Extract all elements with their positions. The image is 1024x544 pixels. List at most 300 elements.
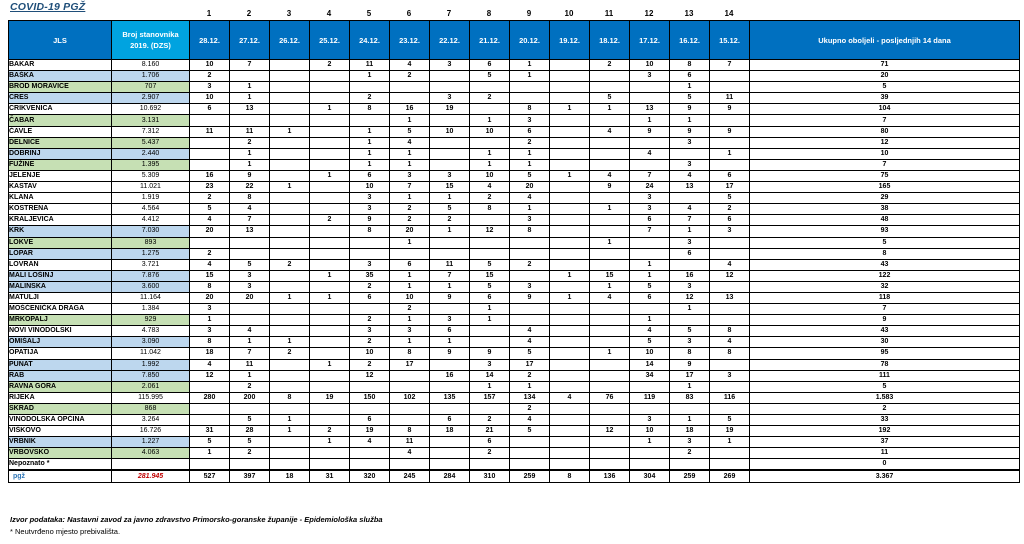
case-count-cell — [590, 403, 630, 414]
case-count-cell — [550, 226, 590, 237]
case-count-cell: 12 — [350, 370, 390, 381]
case-count-cell — [510, 93, 550, 104]
case-count-cell: 6 — [190, 104, 230, 115]
total-cell: 5 — [750, 82, 1020, 93]
case-count-cell — [590, 370, 630, 381]
population-cell: 3.600 — [112, 281, 190, 292]
case-count-cell: 2 — [350, 281, 390, 292]
population-cell: 4.783 — [112, 326, 190, 337]
case-count-cell — [470, 215, 510, 226]
case-count-cell — [710, 459, 750, 471]
jls-header: JLS — [9, 21, 112, 60]
case-count-cell: 3 — [190, 304, 230, 315]
case-count-cell — [510, 315, 550, 326]
case-count-cell: 1 — [470, 304, 510, 315]
daily-total-cell: 527 — [190, 470, 230, 482]
case-count-cell: 2 — [470, 448, 510, 459]
case-count-cell: 150 — [350, 392, 390, 403]
municipality-name: BAŠKA — [9, 71, 112, 82]
case-count-cell: 3 — [670, 137, 710, 148]
case-count-cell — [430, 403, 470, 414]
case-count-cell — [590, 381, 630, 392]
case-count-cell: 8 — [390, 348, 430, 359]
case-count-cell: 1 — [310, 170, 350, 181]
municipality-name: DOBRINJ — [9, 148, 112, 159]
case-count-cell: 1 — [630, 437, 670, 448]
population-cell: 707 — [112, 82, 190, 93]
column-number: 5 — [366, 9, 372, 18]
case-count-cell: 2 — [510, 137, 550, 148]
case-count-cell: 10 — [390, 292, 430, 303]
case-count-cell — [270, 248, 310, 259]
case-count-cell: 5 — [230, 437, 270, 448]
population-cell: 1.992 — [112, 359, 190, 370]
total-cell: 71 — [750, 60, 1020, 71]
date-header: 23.12. — [390, 21, 430, 60]
case-count-cell — [470, 137, 510, 148]
case-count-cell: 2 — [350, 337, 390, 348]
case-count-cell — [590, 82, 630, 93]
case-count-cell — [670, 259, 710, 270]
case-count-cell: 6 — [430, 326, 470, 337]
municipality-name: RIJEKA — [9, 392, 112, 403]
case-count-cell: 1 — [350, 148, 390, 159]
municipality-name: OMIŠALJ — [9, 337, 112, 348]
table-row — [9, 270, 1020, 281]
population-cell: 5.309 — [112, 170, 190, 181]
case-count-cell: 8 — [510, 226, 550, 237]
case-count-cell: 3 — [510, 215, 550, 226]
date-header: 16.12. — [670, 21, 710, 60]
total-cell: 78 — [750, 359, 1020, 370]
total-cell: 39 — [750, 93, 1020, 104]
case-count-cell — [310, 226, 350, 237]
case-count-cell: 1 — [550, 292, 590, 303]
case-count-cell: 1 — [670, 82, 710, 93]
case-count-cell: 16 — [430, 370, 470, 381]
case-count-cell: 1 — [390, 148, 430, 159]
case-count-cell: 16 — [390, 104, 430, 115]
case-count-cell: 1 — [230, 370, 270, 381]
case-count-cell: 7 — [630, 226, 670, 237]
case-count-cell: 21 — [470, 426, 510, 437]
case-count-cell: 3 — [710, 370, 750, 381]
case-count-cell — [590, 248, 630, 259]
case-count-cell — [710, 359, 750, 370]
case-count-cell — [310, 126, 350, 137]
case-count-cell — [590, 359, 630, 370]
table-row — [9, 381, 1020, 392]
case-count-cell: 10 — [630, 426, 670, 437]
case-count-cell — [230, 403, 270, 414]
case-count-cell — [270, 82, 310, 93]
case-count-cell: 5 — [590, 93, 630, 104]
municipality-name: KASTAV — [9, 182, 112, 193]
case-count-cell: 1 — [510, 159, 550, 170]
case-count-cell — [310, 370, 350, 381]
case-count-cell: 4 — [710, 259, 750, 270]
case-count-cell — [470, 82, 510, 93]
population-cell: 11.164 — [112, 292, 190, 303]
case-count-cell — [510, 437, 550, 448]
case-count-cell: 2 — [710, 204, 750, 215]
case-count-cell — [550, 82, 590, 93]
case-count-cell: 2 — [390, 304, 430, 315]
case-count-cell: 1 — [270, 292, 310, 303]
case-count-cell: 31 — [190, 426, 230, 437]
case-count-cell: 1 — [350, 159, 390, 170]
case-count-cell: 3 — [670, 437, 710, 448]
municipality-name: KLANA — [9, 193, 112, 204]
case-count-cell: 4 — [670, 204, 710, 215]
case-count-cell — [310, 304, 350, 315]
case-count-cell — [430, 437, 470, 448]
case-count-cell — [270, 93, 310, 104]
case-count-cell: 5 — [430, 204, 470, 215]
total-cell: 0 — [750, 459, 1020, 471]
case-count-cell — [630, 93, 670, 104]
case-count-cell: 1 — [550, 270, 590, 281]
case-count-cell — [590, 137, 630, 148]
case-count-cell — [550, 148, 590, 159]
case-count-cell — [710, 248, 750, 259]
case-count-cell: 3 — [190, 82, 230, 93]
case-count-cell: 17 — [670, 370, 710, 381]
total-cell: 1.583 — [750, 392, 1020, 403]
case-count-cell: 1 — [390, 337, 430, 348]
population-cell: 2.061 — [112, 381, 190, 392]
case-count-cell: 2 — [190, 193, 230, 204]
case-count-cell — [390, 415, 430, 426]
case-count-cell — [590, 193, 630, 204]
case-count-cell: 9 — [710, 104, 750, 115]
table-row — [9, 104, 1020, 115]
case-count-cell — [430, 159, 470, 170]
case-count-cell — [590, 415, 630, 426]
table-row — [9, 159, 1020, 170]
case-count-cell: 2 — [270, 259, 310, 270]
municipality-name: LOPAR — [9, 248, 112, 259]
case-count-cell — [590, 148, 630, 159]
case-count-cell — [670, 193, 710, 204]
column-number: 4 — [326, 9, 332, 18]
case-count-cell: 2 — [350, 359, 390, 370]
case-count-cell: 10 — [470, 170, 510, 181]
column-number: 9 — [526, 9, 532, 18]
case-count-cell — [310, 137, 350, 148]
case-count-cell: 8 — [670, 60, 710, 71]
case-count-cell — [550, 315, 590, 326]
case-count-cell — [510, 459, 550, 471]
case-count-cell: 7 — [230, 348, 270, 359]
case-count-cell — [310, 82, 350, 93]
table-row — [9, 115, 1020, 126]
case-count-cell — [350, 403, 390, 414]
municipality-name: NOVI VINODOLSKI — [9, 326, 112, 337]
date-header: 20.12. — [510, 21, 550, 60]
case-count-cell — [590, 259, 630, 270]
case-count-cell: 5 — [710, 415, 750, 426]
case-count-cell: 1 — [670, 381, 710, 392]
total-cell: 122 — [750, 270, 1020, 281]
case-count-cell — [430, 304, 470, 315]
case-count-cell: 5 — [510, 170, 550, 181]
case-count-cell: 20 — [230, 292, 270, 303]
case-count-cell — [710, 381, 750, 392]
case-count-cell: 157 — [470, 392, 510, 403]
table-row — [9, 415, 1020, 426]
case-count-cell: 2 — [470, 93, 510, 104]
case-count-cell: 1 — [670, 304, 710, 315]
case-count-cell: 3 — [510, 281, 550, 292]
case-count-cell — [430, 115, 470, 126]
case-count-cell — [230, 248, 270, 259]
case-count-cell: 3 — [230, 270, 270, 281]
municipality-name: CRIKVENICA — [9, 104, 112, 115]
case-count-cell: 7 — [430, 270, 470, 281]
case-count-cell — [310, 281, 350, 292]
case-count-cell — [310, 193, 350, 204]
daily-total-cell: 304 — [630, 470, 670, 482]
case-count-cell: 1 — [430, 337, 470, 348]
total-cell: 5 — [750, 381, 1020, 392]
case-count-cell: 1 — [230, 148, 270, 159]
case-count-cell: 1 — [270, 426, 310, 437]
case-count-cell: 23 — [190, 182, 230, 193]
case-count-cell: 6 — [630, 292, 670, 303]
daily-total-cell: 269 — [710, 470, 750, 482]
case-count-cell: 9 — [670, 359, 710, 370]
column-number: 2 — [246, 9, 252, 18]
case-count-cell: 3 — [630, 71, 670, 82]
case-count-cell: 3 — [430, 170, 470, 181]
case-count-cell: 1 — [350, 126, 390, 137]
case-count-cell: 1 — [310, 292, 350, 303]
case-count-cell: 1 — [470, 315, 510, 326]
case-count-cell: 13 — [670, 182, 710, 193]
case-count-cell: 1 — [390, 281, 430, 292]
case-count-cell: 2 — [230, 448, 270, 459]
total-cell: 118 — [750, 292, 1020, 303]
column-number: 6 — [406, 9, 412, 18]
case-count-cell — [630, 403, 670, 414]
case-count-cell: 1 — [630, 259, 670, 270]
municipality-name: DELNICE — [9, 137, 112, 148]
case-count-cell: 18 — [190, 348, 230, 359]
case-count-cell: 4 — [630, 326, 670, 337]
case-count-cell — [270, 459, 310, 471]
case-count-cell: 10 — [470, 126, 510, 137]
table-row — [9, 459, 1020, 471]
case-count-cell: 1 — [270, 415, 310, 426]
municipality-name: KRALJEVICA — [9, 215, 112, 226]
total-cell: 93 — [750, 226, 1020, 237]
municipality-name: OPATIJA — [9, 348, 112, 359]
case-count-cell — [310, 93, 350, 104]
case-count-cell — [190, 459, 230, 471]
case-count-cell: 4 — [510, 337, 550, 348]
case-count-cell: 2 — [310, 426, 350, 437]
case-count-cell — [190, 403, 230, 414]
case-count-cell: 4 — [710, 337, 750, 348]
case-count-cell: 1 — [390, 315, 430, 326]
case-count-cell — [230, 71, 270, 82]
case-count-cell: 11 — [190, 126, 230, 137]
case-count-cell — [590, 337, 630, 348]
case-count-cell — [550, 259, 590, 270]
case-count-cell: 6 — [470, 60, 510, 71]
case-count-cell — [470, 248, 510, 259]
case-count-cell: 1 — [510, 204, 550, 215]
case-count-cell — [710, 71, 750, 82]
case-count-cell — [350, 82, 390, 93]
case-count-cell — [430, 137, 470, 148]
case-count-cell — [390, 403, 430, 414]
case-count-cell: 8 — [710, 348, 750, 359]
case-count-cell: 4 — [670, 170, 710, 181]
case-count-cell — [550, 126, 590, 137]
case-count-cell: 35 — [350, 270, 390, 281]
case-count-cell: 9 — [430, 292, 470, 303]
case-count-cell: 3 — [670, 337, 710, 348]
case-count-cell: 135 — [430, 392, 470, 403]
case-count-cell: 5 — [390, 126, 430, 137]
case-count-cell — [710, 115, 750, 126]
case-count-cell — [550, 448, 590, 459]
case-count-cell — [550, 182, 590, 193]
case-count-cell: 4 — [510, 193, 550, 204]
case-count-cell: 10 — [350, 182, 390, 193]
case-count-cell: 280 — [190, 392, 230, 403]
total-cell: 2 — [750, 403, 1020, 414]
table-row — [9, 392, 1020, 403]
column-number: 8 — [486, 9, 492, 18]
population-cell: 2.907 — [112, 93, 190, 104]
table-row — [9, 281, 1020, 292]
case-count-cell — [710, 137, 750, 148]
population-cell: 3.721 — [112, 259, 190, 270]
date-header: 26.12. — [270, 21, 310, 60]
total-cell: 38 — [750, 204, 1020, 215]
case-count-cell: 24 — [630, 182, 670, 193]
case-count-cell: 1 — [470, 148, 510, 159]
total-cell: 43 — [750, 259, 1020, 270]
pgz-logo: pgž — [9, 470, 112, 482]
case-count-cell: 1 — [550, 170, 590, 181]
case-count-cell: 4 — [390, 137, 430, 148]
case-count-cell — [590, 459, 630, 471]
case-count-cell — [430, 82, 470, 93]
municipality-name: PUNAT — [9, 359, 112, 370]
case-count-cell — [310, 381, 350, 392]
population-cell: 893 — [112, 237, 190, 248]
case-count-cell: 18 — [430, 426, 470, 437]
municipality-name: MATULJI — [9, 292, 112, 303]
municipality-name: VINODOLSKA OPĆINA — [9, 415, 112, 426]
municipality-name: Nepoznato * — [9, 459, 112, 471]
case-count-cell: 2 — [470, 193, 510, 204]
case-count-cell — [270, 281, 310, 292]
case-count-cell — [710, 304, 750, 315]
case-count-cell: 3 — [390, 326, 430, 337]
case-count-cell: 2 — [470, 415, 510, 426]
case-count-cell: 3 — [630, 415, 670, 426]
case-count-cell: 3 — [350, 204, 390, 215]
grand-total-cell: 3.367 — [750, 470, 1020, 482]
case-count-cell: 17 — [710, 182, 750, 193]
case-count-cell: 19 — [310, 392, 350, 403]
case-count-cell — [710, 448, 750, 459]
case-count-cell: 1 — [510, 148, 550, 159]
case-count-cell: 28 — [230, 426, 270, 437]
total-cell: 7 — [750, 115, 1020, 126]
case-count-cell — [550, 115, 590, 126]
case-count-cell: 2 — [230, 381, 270, 392]
case-count-cell — [310, 248, 350, 259]
case-count-cell: 8 — [470, 204, 510, 215]
case-count-cell: 102 — [390, 392, 430, 403]
daily-total-cell: 310 — [470, 470, 510, 482]
total-cell: 48 — [750, 215, 1020, 226]
case-count-cell — [590, 115, 630, 126]
case-count-cell — [270, 115, 310, 126]
case-count-cell: 9 — [630, 126, 670, 137]
case-count-cell — [550, 359, 590, 370]
table-row — [9, 259, 1020, 270]
case-count-cell: 4 — [190, 259, 230, 270]
case-count-cell — [510, 270, 550, 281]
population-cell: 1.227 — [112, 437, 190, 448]
case-count-cell: 2 — [190, 71, 230, 82]
case-count-cell: 20 — [510, 182, 550, 193]
population-cell: 11.021 — [112, 182, 190, 193]
case-count-cell — [270, 148, 310, 159]
case-count-cell: 2 — [510, 259, 550, 270]
case-count-cell — [710, 237, 750, 248]
case-count-cell — [470, 403, 510, 414]
municipality-name: CRES — [9, 93, 112, 104]
case-count-cell: 76 — [590, 392, 630, 403]
case-count-cell: 13 — [230, 104, 270, 115]
case-count-cell — [670, 459, 710, 471]
case-count-cell: 4 — [190, 215, 230, 226]
case-count-cell — [550, 337, 590, 348]
case-count-cell — [430, 448, 470, 459]
case-count-cell: 7 — [710, 60, 750, 71]
column-number: 3 — [286, 9, 292, 18]
case-count-cell: 4 — [510, 415, 550, 426]
case-count-cell: 3 — [350, 259, 390, 270]
case-count-cell: 7 — [390, 182, 430, 193]
total-cell: 33 — [750, 415, 1020, 426]
case-count-cell: 4 — [390, 448, 430, 459]
date-header: 17.12. — [630, 21, 670, 60]
case-count-cell — [510, 304, 550, 315]
municipality-name: RAB — [9, 370, 112, 381]
total-cell: 7 — [750, 304, 1020, 315]
municipality-name: MRKOPALJ — [9, 315, 112, 326]
case-count-cell: 4 — [350, 437, 390, 448]
case-count-cell: 6 — [350, 170, 390, 181]
case-count-cell: 5 — [190, 204, 230, 215]
table-row — [9, 326, 1020, 337]
population-cell: 1.275 — [112, 248, 190, 259]
total-cell: 9 — [750, 315, 1020, 326]
case-count-cell — [310, 415, 350, 426]
case-count-cell: 1 — [350, 71, 390, 82]
case-count-cell — [310, 459, 350, 471]
population-cell: 5.437 — [112, 137, 190, 148]
